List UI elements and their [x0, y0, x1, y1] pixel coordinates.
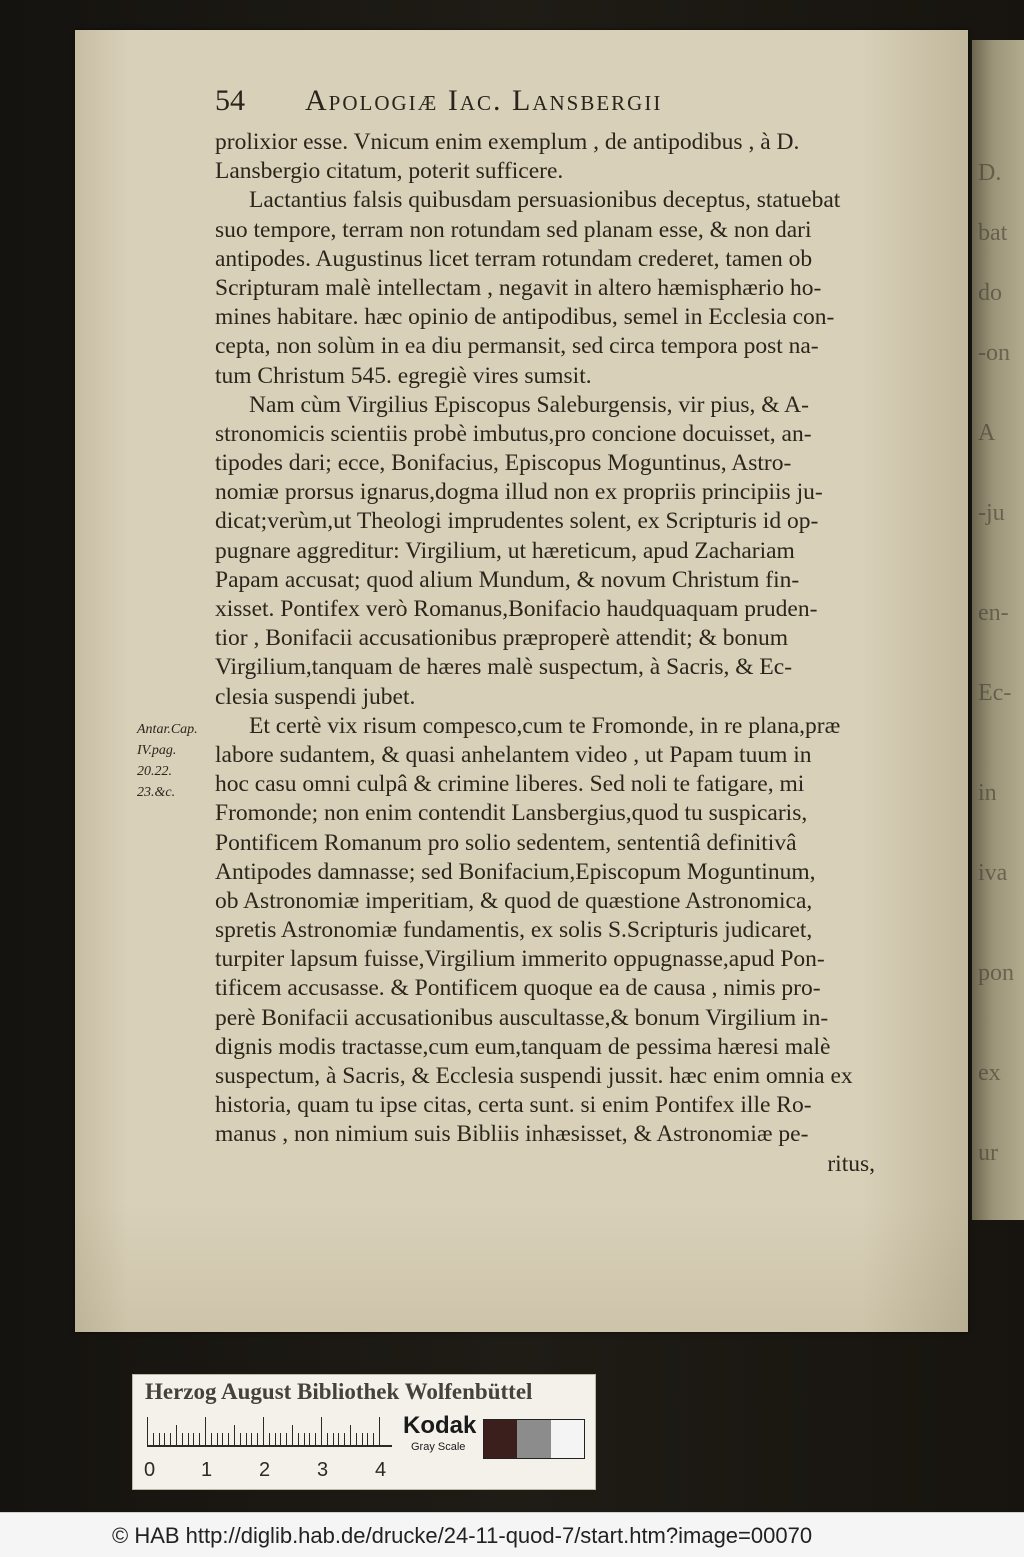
- ruler-tick: [275, 1433, 276, 1445]
- ruler-tick: [286, 1433, 287, 1445]
- text-line: historia, quam tu ipse citas, certa sunt. si enim Pontifex ille Ro-: [215, 1092, 812, 1119]
- ruler-tick: [159, 1433, 160, 1445]
- ruler-tick: [170, 1433, 171, 1445]
- ruler-tick: [257, 1433, 258, 1445]
- ruler-number: 2: [259, 1459, 271, 1481]
- ruler-tick: [164, 1433, 165, 1445]
- ruler-tick: [379, 1417, 380, 1445]
- ruler-tick: [280, 1433, 281, 1445]
- text-line: prolixior esse. Vnicum enim exemplum , de antipodibus , à D.: [215, 129, 800, 155]
- text-line: Et certè vix risum compesco,cum te Fromonde, in re plana,præ: [249, 712, 841, 739]
- text-line: mines habitare. hæc opinio de antipodibus, semel in Ecclesia con-: [215, 304, 835, 331]
- ruler: [144, 1415, 392, 1485]
- gray-scale-patches: [483, 1419, 585, 1459]
- ruler-tick: [234, 1425, 235, 1445]
- body-text: [215, 128, 875, 1179]
- ruler-tick: [147, 1417, 148, 1445]
- ruler-tick: [338, 1433, 339, 1445]
- text-line: dicat;verùm,ut Theologi imprudentes solent, ex Scripturis id op-: [215, 508, 819, 535]
- ruler-tick: [211, 1433, 212, 1445]
- marginal-note-line: 23.&c.: [137, 785, 176, 800]
- page-number: 54: [215, 84, 245, 117]
- text-line: tipodes dari; ecce, Bonifacius, Episcopus Moguntinus, Astro-: [215, 450, 792, 477]
- text-line: labore sudantem, & quasi anhelantem video , ut Papam tuum in: [215, 741, 812, 768]
- ruler-tick: [298, 1433, 299, 1445]
- ruler-tick: [251, 1433, 252, 1445]
- library-name: Herzog August Bibliothek Wolfenbüttel: [145, 1379, 533, 1404]
- text-line: perè Bonifacii accusationibus auscultasse,& bonum Virgilium in-: [215, 1004, 829, 1031]
- running-title: Apologiæ Iac. Lansbergii: [305, 84, 663, 117]
- ruler-tick: [367, 1433, 368, 1445]
- ruler-ticks: [147, 1415, 392, 1447]
- ruler-tick: [176, 1425, 177, 1445]
- text-line: Antipodes damnasse; sed Bonifacium,Episcopum Moguntinum,: [215, 858, 816, 885]
- ruler-tick: [292, 1425, 293, 1445]
- ruler-tick: [362, 1433, 363, 1445]
- ruler-tick: [199, 1433, 200, 1445]
- ruler-tick: [269, 1433, 270, 1445]
- ruler-tick: [240, 1433, 241, 1445]
- ruler-tick: [309, 1433, 310, 1445]
- ruler-tick: [188, 1433, 189, 1445]
- text-line: suspectum, à Sacris, & Ecclesia suspendi jussit. hæc enim omnia ex: [215, 1063, 853, 1089]
- text-line: turpiter lapsum fuisse,Virgilium immerito oppugnasse,apud Pon-: [215, 946, 825, 973]
- ruler-tick: [263, 1417, 264, 1445]
- text-line: hoc casu omni culpâ & crimine liberes. Sed noli te fatigare, mi: [215, 771, 805, 798]
- text-line: ob Astronomiæ imperitiam, & quod de quæstione Astronomica,: [215, 887, 813, 914]
- text-line: tificem accusasse. & Pontificem quoque ea de causa , nimis pro-: [215, 975, 821, 1002]
- text-line: dignis modis tractasse,cum eum,tanquam de pessima hæresi malè: [215, 1033, 831, 1060]
- marginal-note-line: IV.pag.: [137, 743, 177, 758]
- text-line: xisset. Pontifex verò Romanus,Bonifacio haudquaquam pruden-: [215, 596, 818, 622]
- text-line: clesia suspendi jubet.: [215, 683, 416, 710]
- text-line: Scripturam malè intellectam , negavit in altero hæmisphærio ho-: [215, 274, 822, 301]
- kodak-logo: Kodak: [403, 1412, 477, 1439]
- ruler-tick: [182, 1433, 183, 1445]
- ruler-tick: [304, 1433, 305, 1445]
- text-line: Pontificem Romanum pro solio sedentem, sententiâ definitivâ: [215, 829, 797, 856]
- ruler-tick: [373, 1433, 374, 1445]
- ruler-tick: [350, 1425, 351, 1445]
- text-line: stronomicis scientiis probè imbutus,pro concione docuisset, an-: [215, 420, 812, 447]
- text-line: tior , Bonifacii accusationibus præproperè attendit; & bonum: [215, 625, 789, 652]
- kodak-subtitle: Gray Scale: [411, 1441, 466, 1453]
- catchword: ritus,: [827, 1150, 875, 1177]
- text-line: Fromonde; non enim contendit Lansbergius,quod tu suspicaris,: [215, 800, 808, 827]
- text-line: spretis Astronomiæ fundamentis, ex solis S.Scripturis judicaret,: [215, 917, 813, 944]
- text-line: antipodes. Augustinus licet terram rotundam crederet, tamen ob: [215, 245, 813, 272]
- ruler-tick: [153, 1433, 154, 1445]
- marginal-note-line: Antar.Cap.: [137, 722, 198, 737]
- ruler-tick: [193, 1433, 194, 1445]
- ruler-tick: [205, 1417, 206, 1445]
- running-head: [215, 82, 875, 122]
- ruler-tick: [333, 1433, 334, 1445]
- text-line: Lansbergio citatum, poterit sufficere.: [215, 158, 564, 185]
- marginal-note-line: 20.22.: [137, 764, 172, 779]
- ruler-tick: [246, 1433, 247, 1445]
- ruler-number: 1: [201, 1459, 213, 1481]
- text-line: Virgilium,tanquam de hæres malè suspectum, à Sacris, & Ec-: [215, 654, 793, 681]
- text-line: cepta, non solùm in ea diu permansit, sed circa tempora post na-: [215, 333, 819, 360]
- ruler-number: 3: [317, 1459, 329, 1481]
- gray-patch: [551, 1420, 584, 1458]
- text-line: manus , non nimium suis Bibliis inhæsisset, & Astronomiæ pe-: [215, 1121, 809, 1148]
- text-line: tum Christum 545. egregiè vires sumsit.: [215, 362, 592, 389]
- text-line: nomiæ prorsus ignarus,dogma illud non ex propriis principiis ju-: [215, 479, 823, 506]
- text-line: Nam cùm Virgilius Episcopus Saleburgensis, vir pius, & A-: [249, 391, 809, 418]
- gray-patch: [484, 1420, 517, 1458]
- ruler-tick: [315, 1433, 316, 1445]
- marginal-note: [137, 719, 217, 803]
- ruler-tick: [222, 1433, 223, 1445]
- ruler-tick: [228, 1433, 229, 1445]
- footer-bar: [0, 1512, 1024, 1557]
- ruler-tick: [327, 1433, 328, 1445]
- ruler-tick: [356, 1433, 357, 1445]
- ruler-number: 0: [144, 1459, 156, 1481]
- ruler-tick: [217, 1433, 218, 1445]
- gray-patch: [517, 1420, 550, 1458]
- text-line: Lactantius falsis quibusdam persuasionibus deceptus, statuebat: [249, 187, 841, 214]
- facing-page-edge: D. bat do -on A -ju en- Ec- in iva pon ex ur: [972, 40, 1024, 1220]
- ruler-tick: [344, 1433, 345, 1445]
- footer-copyright-link[interactable]: © HAB http://diglib.hab.de/drucke/24-11-quod-7/start.htm?image=00070: [112, 1523, 813, 1548]
- ruler-tick: [321, 1417, 322, 1445]
- text-line: pugnare aggreditur: Virgilium, ut hæreticum, apud Zachariam: [215, 537, 795, 564]
- ruler-number: 4: [375, 1459, 387, 1481]
- text-line: suo tempore, terram non rotundam sed planam esse, & non dari: [215, 216, 812, 243]
- text-line: Papam accusat; quod alium Mundum, & novum Christum fin-: [215, 566, 800, 593]
- library-label-card: [132, 1374, 596, 1490]
